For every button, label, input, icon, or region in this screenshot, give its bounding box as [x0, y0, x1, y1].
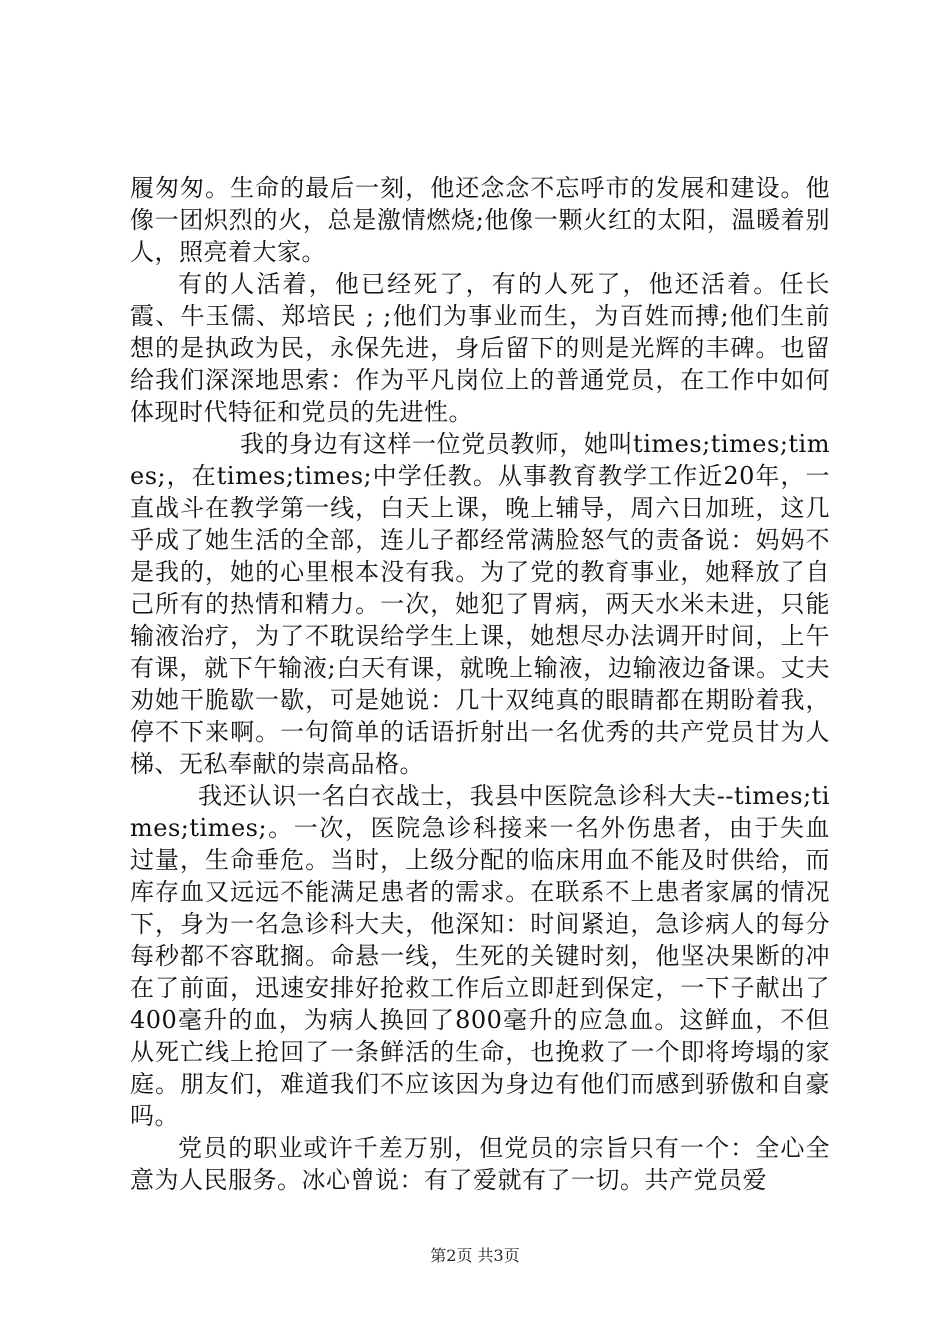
- paragraph-3-text: 我的身边有这样一位党员教师，她叫times;times;times;，在times;times;中学任教。从事教育教学工作近20年，一直战斗在教学第一线，白天上课，晚上辅导，周六日加班，这几乎成了她生活的全部，连儿子都经常满脸怒气的责备说：妈妈不是我的，她的心里根本没有我。为了党的教育事业，她释放了自己所有的热情和精力。一次，她犯了胃病，两天水米未进，只能输液治疗，为了不耽误给学生上课，她想尽办法调开时间，上午有课，就下午输液;白天有课，就晚上输液，边输液边备课。丈夫劝她干脆歇一歇，可是她说：几十双纯真的眼睛都在期盼着我，停不下来啊。一句简单的话语折射出一名优秀的共产党员甘为人梯、无私奉献的崇高品格。: [130, 430, 830, 778]
- document-body: [130, 172, 830, 1196]
- paragraph-1: 履匆匆。生命的最后一刻，他还念念不忘呼市的发展和建设。他像一团炽烈的火，总是激情燃烧;他像一颗火红的太阳，温暖着别人，照亮着大家。: [130, 174, 830, 266]
- page-number-label: 第2页 共3页: [430, 1246, 520, 1265]
- paragraph-4: 我还认识一名白衣战士，我县中医院急诊科大夫--times;times;times;。一次，医院急诊科接来一名外伤患者，由于失血过量，生命垂危。当时，上级分配的临床用血不能及时供给，而库存血又远远不能满足患者的需求。在联系不上患者家属的情况下，身为一名急诊科大夫，他深知：时间紧迫，急诊病人的每分每秒都不容耽搁。命悬一线，生死的关键时刻，他坚决果断的冲在了前面，迅速安排好抢救工作后立即赶到保定，一下子献出了400毫升的血，为病人换回了800毫升的应急血。这鲜血，不但从死亡线上抢回了一条鲜活的生命，也挽救了一个即将垮塌的家庭。朋友们，难道我们不应该因为身边有他们而感到骄傲和自豪吗。: [130, 782, 830, 1130]
- page-footer: [0, 1246, 950, 1266]
- paragraph-3: [130, 428, 830, 780]
- paragraph-5: 党员的职业或许千差万别，但党员的宗旨只有一个：全心全意为人民服务。冰心曾说：有了爱就有了一切。共产党员爱: [130, 1134, 830, 1194]
- paragraph-2: 有的人活着，他已经死了，有的人死了，他还活着。任长霞、牛玉儒、郑培民 ; ;他们为事业而生，为百姓而搏;他们生前想的是执政为民，永保先进，身后留下的则是光辉的丰碑。也留给我们深深地思索：作为平凡岗位上的普通党员，在工作中如何体现时代特征和党员的先进性。: [130, 270, 830, 426]
